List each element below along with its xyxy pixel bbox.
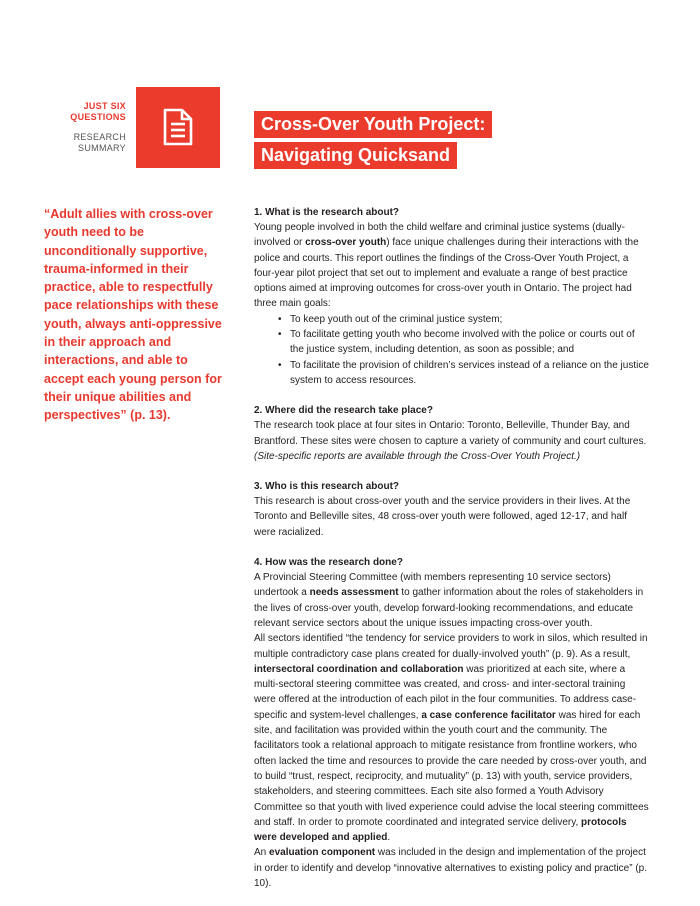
series-label — [20, 101, 126, 154]
document-type: RESEARCH SUMMARY — [73, 132, 126, 153]
section-what — [254, 205, 649, 388]
section-heading: 1. What is the research about? — [254, 207, 400, 218]
title-line-1: Cross-Over Youth Project: — [254, 111, 492, 138]
section-text: This research is about cross-over youth and the service providers in their lives. At the Toronto and Belleville sites, 48 cross-over youth were followed, aged 12-17, and half were racialized. — [254, 496, 631, 538]
section-how — [254, 555, 649, 891]
document-icon — [163, 108, 193, 146]
list-item: • To facilitate getting youth who become involved with the police or courts out of the justice system, including detention, as soon as possible; and — [290, 327, 649, 358]
main-content — [254, 205, 649, 906]
list-item: • To facilitate the provision of children’s services instead of a reliance on the justice system to access resources. — [290, 358, 649, 389]
document-icon-box — [136, 87, 220, 168]
goals-list — [254, 312, 649, 388]
section-text: All sectors identified “the tendency for service providers to work in silos, which resulted in multiple contradictory case plans created for dually-involved youth” (p. 9). As a result, intersectoral coordination and collaboration was prioritized at each site, where a multi-sectoral steering committee was created, and cross- and inter-sectoral training were offered at the introduction of each pilot in the four communities. To address case-specific and system-level challenges, a case conference facilitator was hired for each site, and facilitation was provided within the youth court and the community. The facilitators took a relational approach to mitigate resistance from frontline workers, who often lacked the time and resources to provide the care needed by cross-over youth, and to build “trust, respect, reciprocity, and mutuality” (p. 13) with youth, service providers, stakeholders, and steering committees. Each site also formed a Youth Advisory Committee so that youth with lived experience could advise the local steering committees and staff. In order to promote coordinated and integrated service delivery, protocols were developed and applied. — [254, 633, 649, 844]
section-text: A Provincial Steering Committee (with members representing 10 service sectors) undertook a needs assessment to gather information about the roles of stakeholders in the lives of cross-over youth, develop forward-looking recommendations, and educate relevant service sectors about the unique issues impacting cross-over youth. — [254, 572, 644, 629]
section-who — [254, 479, 649, 540]
pull-quote: “Adult allies with cross-over youth need to be unconditionally supportive, trauma-informed in their practice, able to respectfully pace relationships with these youth, always anti-oppressive in their approach and interactions, and able to accept each young person for their unique abilities and perspectives” (p. 13). — [44, 207, 222, 423]
section-text: Young people involved in both the child welfare and criminal justice systems (dually-involved or cross-over youth) face unique challenges during their interactions with the police and courts. This report outlines the findings of the Cross-Over Youth Project, a four-year pilot project that set out to implement and evaluate a range of best practice options aimed at improving outcomes for cross-over youth in Ontario. The project had three main goals: — [254, 222, 639, 310]
section-text: An evaluation component was included in the design and implementation of the project in order to identify and develop “innovative alternatives to existing policy and practice” (p. 10). — [254, 847, 647, 889]
section-heading: 4. How was the research done? — [254, 557, 403, 569]
title-line-2: Navigating Quicksand — [254, 142, 457, 169]
series-name: JUST SIX QUESTIONS — [70, 101, 126, 122]
section-heading: 3. Who is this research about? — [254, 481, 400, 493]
list-item: • To keep youth out of the criminal justice system; — [290, 312, 649, 327]
section-text: The research took place at four sites in Ontario: Toronto, Belleville, Thunder Bay, and Brantford. These sites were chosen to capture a variety of community and court cultures. (Site-specific reports are available through the Cross-Over Youth Project.) — [254, 420, 647, 462]
section-heading: 2. Where did the research take place? — [254, 405, 433, 417]
section-where — [254, 403, 649, 464]
